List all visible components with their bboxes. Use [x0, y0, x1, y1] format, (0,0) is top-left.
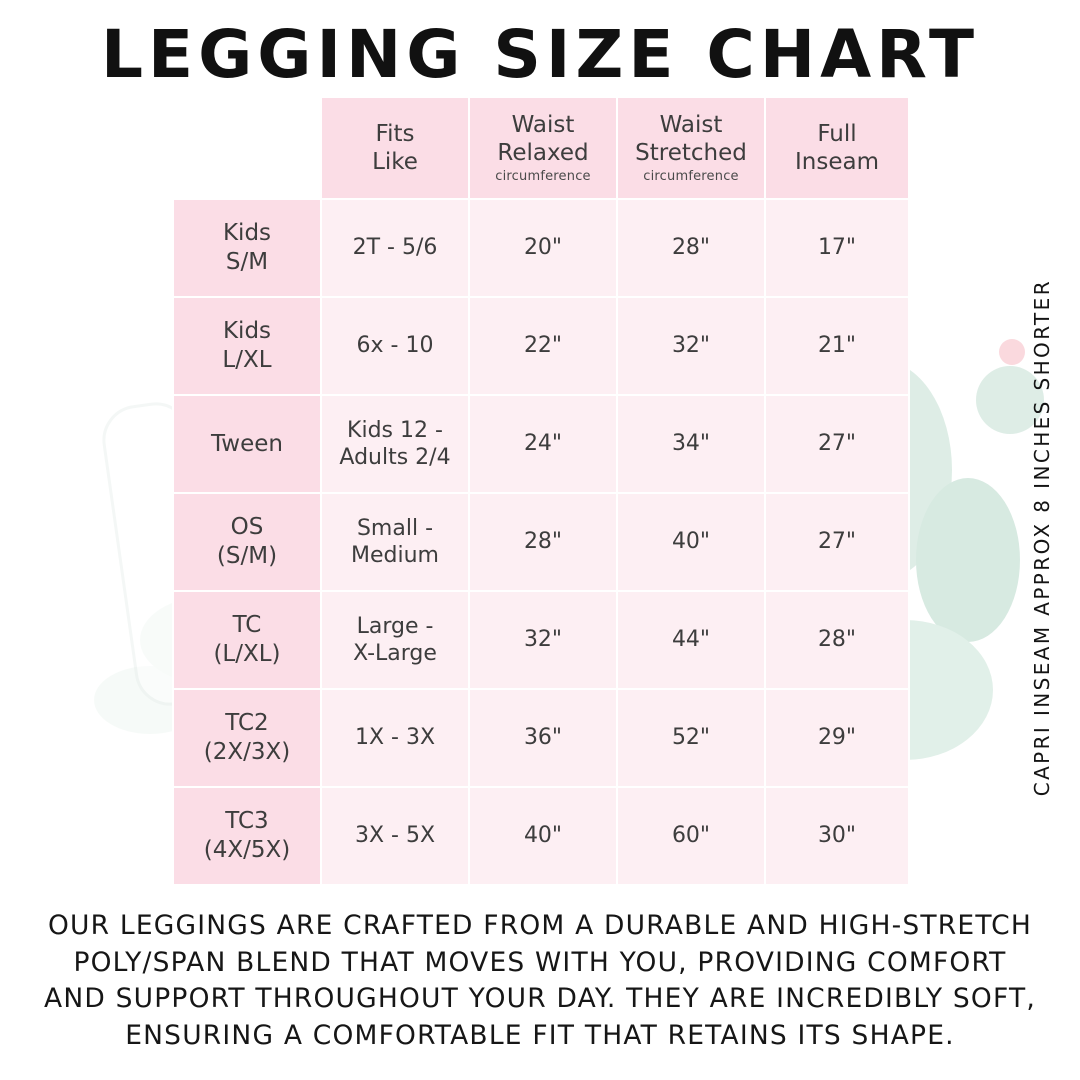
row-fits-line2: X-Large [353, 641, 437, 666]
row-waist-stretched: 44" [617, 591, 765, 689]
row-waist-relaxed: 28" [469, 493, 617, 591]
header-fits-like [321, 97, 469, 199]
row-fits-like [321, 199, 469, 297]
row-fits-like [321, 493, 469, 591]
row-size-line2: L/XL [222, 347, 272, 373]
row-waist-relaxed: 36" [469, 689, 617, 787]
capri-inseam-note [1022, 258, 1062, 818]
row-waist-relaxed: 24" [469, 395, 617, 493]
row-fits-line1: Small - [356, 515, 434, 541]
header-waist-relaxed-sub: circumference [495, 169, 591, 185]
header-full-inseam-line2: Inseam [795, 149, 879, 175]
row-size-line1: Tween [211, 430, 283, 457]
capri-inseam-note-text: CAPRI INSEAM APPROX 8 INCHES SHORTER [1030, 279, 1054, 797]
row-size-label [173, 493, 321, 591]
footer-description [0, 908, 1080, 1054]
row-size-line1: Kids [222, 318, 272, 345]
row-size-line2: (S/M) [216, 543, 278, 569]
row-size-line1: Kids [222, 220, 272, 247]
footer-line-3: AND SUPPORT THROUGHOUT YOUR DAY. THEY ARE INCREDIBLY SOFT, [44, 983, 1036, 1015]
header-full-inseam-line1: Full [817, 120, 857, 147]
row-waist-stretched: 32" [617, 297, 765, 395]
header-waist-stretched-line1: Waist [659, 112, 723, 139]
row-waist-stretched: 40" [617, 493, 765, 591]
row-fits-line1: 1X - 3X [354, 725, 436, 751]
header-corner-blank [173, 97, 321, 199]
row-fits-line1: 2T - 5/6 [352, 235, 438, 261]
row-waist-stretched: 28" [617, 199, 765, 297]
table-row [173, 297, 909, 395]
row-full-inseam: 28" [765, 591, 909, 689]
row-size-line1: TC [232, 612, 262, 639]
table-header-row [173, 97, 909, 199]
header-waist-relaxed [469, 97, 617, 199]
row-fits-line1: Large - [356, 613, 434, 639]
row-size-line2: S/M [225, 249, 269, 275]
header-waist-stretched [617, 97, 765, 199]
row-fits-line1: 3X - 5X [354, 823, 436, 849]
row-size-line1: OS [230, 514, 264, 541]
row-size-label [173, 787, 321, 885]
row-waist-relaxed: 40" [469, 787, 617, 885]
row-size-line2: (2X/3X) [203, 739, 291, 765]
footer-line-2: POLY/SPAN BLEND THAT MOVES WITH YOU, PROVIDING COMFORT [73, 946, 1007, 978]
row-fits-line1: 6x - 10 [356, 333, 434, 359]
row-full-inseam: 29" [765, 689, 909, 787]
table-row [173, 591, 909, 689]
row-size-label [173, 395, 321, 493]
header-waist-stretched-sub: circumference [643, 169, 739, 185]
row-full-inseam: 21" [765, 297, 909, 395]
row-size-label [173, 591, 321, 689]
table-row [173, 689, 909, 787]
row-fits-like [321, 395, 469, 493]
row-waist-stretched: 34" [617, 395, 765, 493]
header-waist-relaxed-line1: Waist [511, 112, 575, 139]
row-waist-stretched: 52" [617, 689, 765, 787]
row-fits-like [321, 297, 469, 395]
row-waist-stretched: 60" [617, 787, 765, 885]
row-full-inseam: 27" [765, 493, 909, 591]
row-full-inseam: 30" [765, 787, 909, 885]
row-fits-line1: Kids 12 - [347, 417, 443, 443]
row-fits-line2: Adults 2/4 [339, 445, 451, 470]
row-fits-like [321, 689, 469, 787]
row-waist-relaxed: 20" [469, 199, 617, 297]
table-row [173, 493, 909, 591]
row-waist-relaxed: 22" [469, 297, 617, 395]
row-full-inseam: 17" [765, 199, 909, 297]
header-waist-relaxed-line2: Relaxed [497, 140, 589, 167]
row-size-label [173, 689, 321, 787]
footer-line-1: OUR LEGGINGS ARE CRAFTED FROM A DURABLE AND HIGH-STRETCH [47, 910, 1032, 941]
row-size-line2: (L/XL) [213, 641, 281, 667]
page-title: LEGGING SIZE CHART [100, 16, 980, 93]
header-fits-like-line2: Like [372, 149, 418, 175]
row-size-label [173, 297, 321, 395]
row-fits-line2: Medium [351, 543, 439, 568]
header-waist-stretched-line2: Stretched [635, 140, 747, 167]
header-fits-like-line1: Fits [375, 120, 415, 147]
header-full-inseam [765, 97, 909, 199]
size-chart-table [172, 96, 910, 886]
table-row [173, 787, 909, 885]
row-fits-like [321, 787, 469, 885]
row-size-label [173, 199, 321, 297]
row-waist-relaxed: 32" [469, 591, 617, 689]
row-full-inseam: 27" [765, 395, 909, 493]
row-size-line1: TC3 [225, 808, 269, 835]
row-size-line2: (4X/5X) [203, 837, 291, 863]
row-fits-like [321, 591, 469, 689]
row-size-line1: TC2 [225, 710, 269, 737]
table-row [173, 395, 909, 493]
footer-line-4: ENSURING A COMFORTABLE FIT THAT RETAINS ITS SHAPE. [125, 1019, 955, 1051]
table-row [173, 199, 909, 297]
